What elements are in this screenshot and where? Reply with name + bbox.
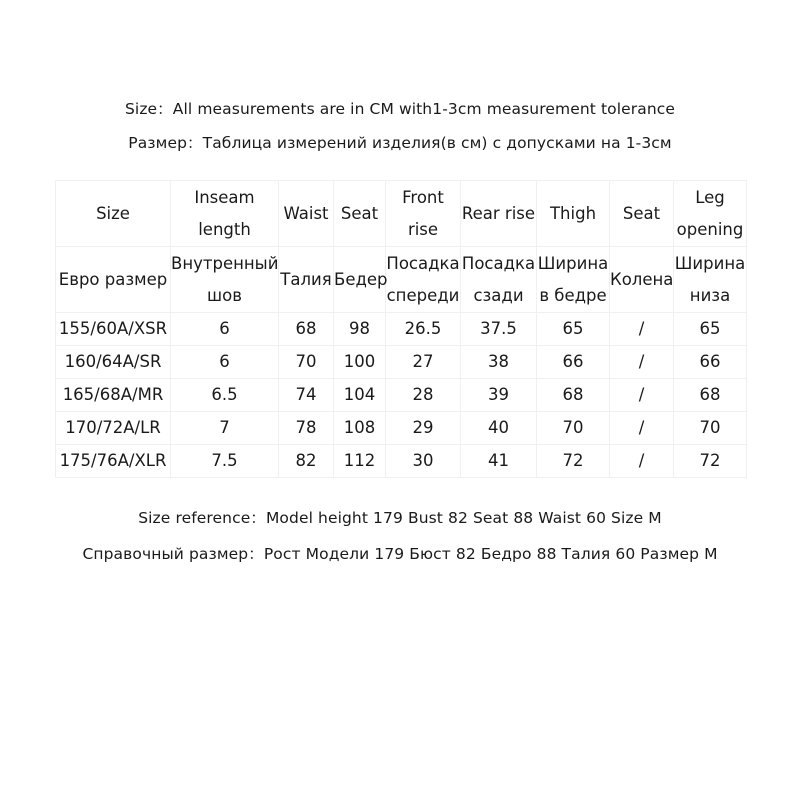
- inseam-cell: 6.5: [171, 379, 279, 412]
- header-cell: [56, 247, 171, 313]
- leg-opening-cell: 72: [674, 445, 747, 478]
- header-text: сзади: [473, 285, 524, 305]
- waist-cell: 68: [279, 313, 334, 346]
- leg-opening-cell: 70: [674, 412, 747, 445]
- header-text: Ширина: [537, 253, 609, 273]
- knee-cell: /: [610, 313, 674, 346]
- size-reference-en: Size reference：Model height 179 Bust 82 Seat 88 Waist 60 Size M: [138, 509, 662, 527]
- header-text: Посадка: [386, 253, 460, 273]
- header-text: спереди: [386, 285, 460, 305]
- knee-cell: /: [610, 412, 674, 445]
- front-rise-cell: 28: [386, 379, 461, 412]
- leg-opening-cell: 68: [674, 379, 747, 412]
- table-row: [56, 379, 747, 412]
- header-text: Seat: [622, 203, 661, 223]
- thigh-cell: 66: [537, 346, 610, 379]
- table-row: [56, 313, 747, 346]
- size-chart-table: [55, 180, 747, 478]
- waist-cell: 78: [279, 412, 334, 445]
- header-text: Leg: [695, 187, 725, 207]
- header-cell: [334, 181, 386, 247]
- seat-cell: 100: [334, 346, 386, 379]
- waist-cell: 82: [279, 445, 334, 478]
- inseam-cell: 7.5: [171, 445, 279, 478]
- table-row: [56, 346, 747, 379]
- header-cell: [674, 247, 747, 313]
- header-text: низа: [689, 285, 731, 305]
- seat-cell: 112: [334, 445, 386, 478]
- size-cell: 155/60A/XSR: [56, 313, 171, 346]
- front-rise-cell: 27: [386, 346, 461, 379]
- header-text: rise: [407, 219, 439, 239]
- measurement-note-ru: Размер：Таблица измерений изделия(в см) с допусками на 1-3см: [128, 134, 672, 152]
- header-row-ru: [56, 247, 747, 313]
- leg-opening-cell: 66: [674, 346, 747, 379]
- header-cell: [279, 181, 334, 247]
- header-cell: [334, 247, 386, 313]
- table-row: [56, 445, 747, 478]
- seat-cell: 104: [334, 379, 386, 412]
- header-text: Колена: [610, 269, 674, 289]
- rear-rise-cell: 39: [461, 379, 537, 412]
- header-cell: [279, 247, 334, 313]
- header-text: Евро размер: [58, 269, 168, 289]
- header-text: Внутренный: [171, 253, 279, 273]
- table-row: [56, 412, 747, 445]
- thigh-cell: 72: [537, 445, 610, 478]
- header-cell: [537, 247, 610, 313]
- knee-cell: /: [610, 346, 674, 379]
- header-text: Ширина: [674, 253, 746, 273]
- thigh-cell: 65: [537, 313, 610, 346]
- knee-cell: /: [610, 445, 674, 478]
- header-cell: [461, 247, 537, 313]
- seat-cell: 108: [334, 412, 386, 445]
- header-cell: [610, 181, 674, 247]
- size-cell: 165/68A/MR: [56, 379, 171, 412]
- header-text: Waist: [283, 203, 329, 223]
- size-cell: 175/76A/XLR: [56, 445, 171, 478]
- rear-rise-cell: 40: [461, 412, 537, 445]
- header-cell: [386, 247, 461, 313]
- leg-opening-cell: 65: [674, 313, 747, 346]
- front-rise-cell: 29: [386, 412, 461, 445]
- header-text: Бедер: [334, 269, 388, 289]
- header-text: opening: [676, 219, 744, 239]
- size-cell: 160/64A/SR: [56, 346, 171, 379]
- header-text: Талия: [280, 269, 332, 289]
- front-rise-cell: 30: [386, 445, 461, 478]
- header-text: length: [198, 219, 251, 239]
- size-reference-ru: Справочный размер：Рост Модели 179 Бюст 82 Бедро 88 Талия 60 Размер M: [82, 545, 718, 563]
- thigh-cell: 68: [537, 379, 610, 412]
- header-cell: [386, 181, 461, 247]
- knee-cell: /: [610, 379, 674, 412]
- inseam-cell: 7: [171, 412, 279, 445]
- rear-rise-cell: 41: [461, 445, 537, 478]
- header-text: Посадка: [461, 253, 536, 273]
- rear-rise-cell: 38: [461, 346, 537, 379]
- header-cell: [674, 181, 747, 247]
- header-text: Thigh: [549, 203, 597, 223]
- header-text: Seat: [340, 203, 379, 223]
- header-text: Rear rise: [461, 203, 536, 223]
- header-text: в бедре: [539, 285, 607, 305]
- measurement-note-en: Size：All measurements are in CM with1-3cm measurement tolerance: [124, 100, 676, 118]
- header-text: Inseam: [194, 187, 255, 207]
- waist-cell: 70: [279, 346, 334, 379]
- header-cell: [610, 247, 674, 313]
- header-text: Front: [402, 187, 444, 207]
- header-cell: [171, 181, 279, 247]
- size-cell: 170/72A/LR: [56, 412, 171, 445]
- waist-cell: 74: [279, 379, 334, 412]
- inseam-cell: 6: [171, 313, 279, 346]
- header-cell: [171, 247, 279, 313]
- seat-cell: 98: [334, 313, 386, 346]
- header-cell: [461, 181, 537, 247]
- thigh-cell: 70: [537, 412, 610, 445]
- header-text: шов: [207, 285, 242, 305]
- rear-rise-cell: 37.5: [461, 313, 537, 346]
- header-row-en: [56, 181, 747, 247]
- header-cell: [56, 181, 171, 247]
- front-rise-cell: 26.5: [386, 313, 461, 346]
- header-cell: [537, 181, 610, 247]
- header-text: Size: [96, 203, 130, 223]
- inseam-cell: 6: [171, 346, 279, 379]
